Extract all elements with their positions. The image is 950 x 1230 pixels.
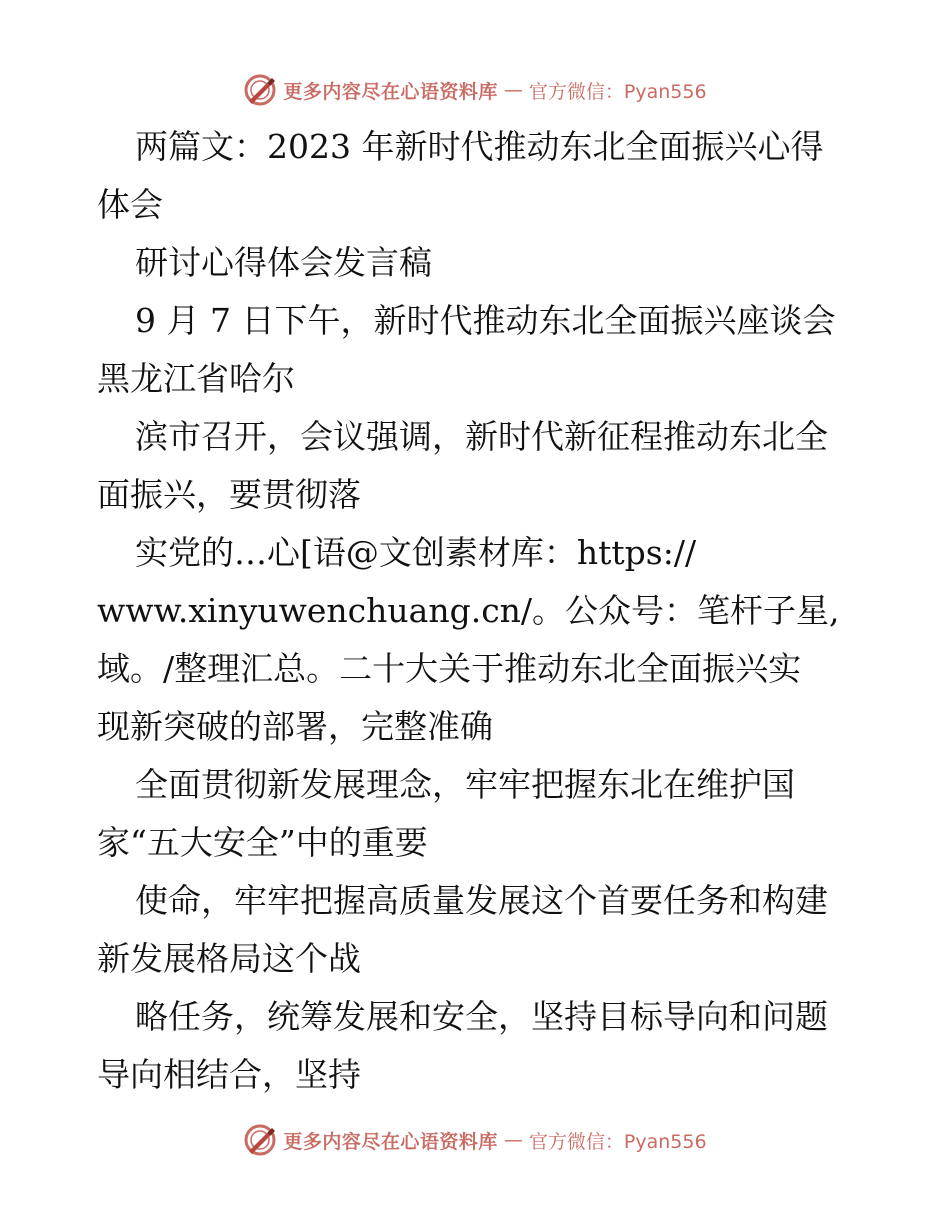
footer-banner-text: 更多内容尽在心语资料库 [283,1130,498,1153]
text-line: 新发展格局这个战 [97,939,361,978]
text-line: 9 月 7 日下午，新时代推动东北全面振兴座谈会 [135,301,836,340]
text-line: 域。/整理汇总。二十大关于推动东北全面振兴实 [97,649,802,688]
footer-banner [0,1120,950,1160]
text-line: 现新突破的部署，完整准确 [97,707,493,746]
text-line: 实党的…心[语@文创素材库：https:// [135,533,697,572]
pen-logo-icon [243,1123,277,1157]
text-line: 黑龙江省哈尔 [97,359,295,398]
footer-banner-separator: — [503,1129,523,1151]
text-line: 全面贯彻新发展理念，牢牢把握东北在维护国 [135,765,795,804]
text-line: 两篇文：2023 年新时代推动东北全面振兴心得 [135,127,824,166]
text-line: 滨市召开，会议强调，新时代新征程推动东北全 [135,417,828,456]
header-banner-contact: 官方微信：Pyan556 [528,80,707,103]
text-line: 体会 [97,185,163,224]
header-banner [0,70,950,110]
header-banner-text: 更多内容尽在心语资料库 [283,80,498,103]
document-body [97,118,867,1104]
text-line: www.xinyuwenchuang.cn/。公众号：笔杆子星, [97,591,840,630]
header-banner-separator: — [503,79,523,101]
footer-banner-contact: 官方微信：Pyan556 [528,1130,707,1153]
text-line: 略任务，统筹发展和安全，坚持目标导向和问题 [135,997,828,1036]
text-line: 使命，牢牢把握高质量发展这个首要任务和构建 [135,881,828,920]
pen-logo-icon [243,73,277,107]
text-line: 家“五大安全”中的重要 [97,823,428,862]
text-line: 面振兴，要贯彻落 [97,475,361,514]
text-line: 研讨心得体会发言稿 [135,243,432,282]
text-line: 导向相结合，坚持 [97,1055,361,1094]
